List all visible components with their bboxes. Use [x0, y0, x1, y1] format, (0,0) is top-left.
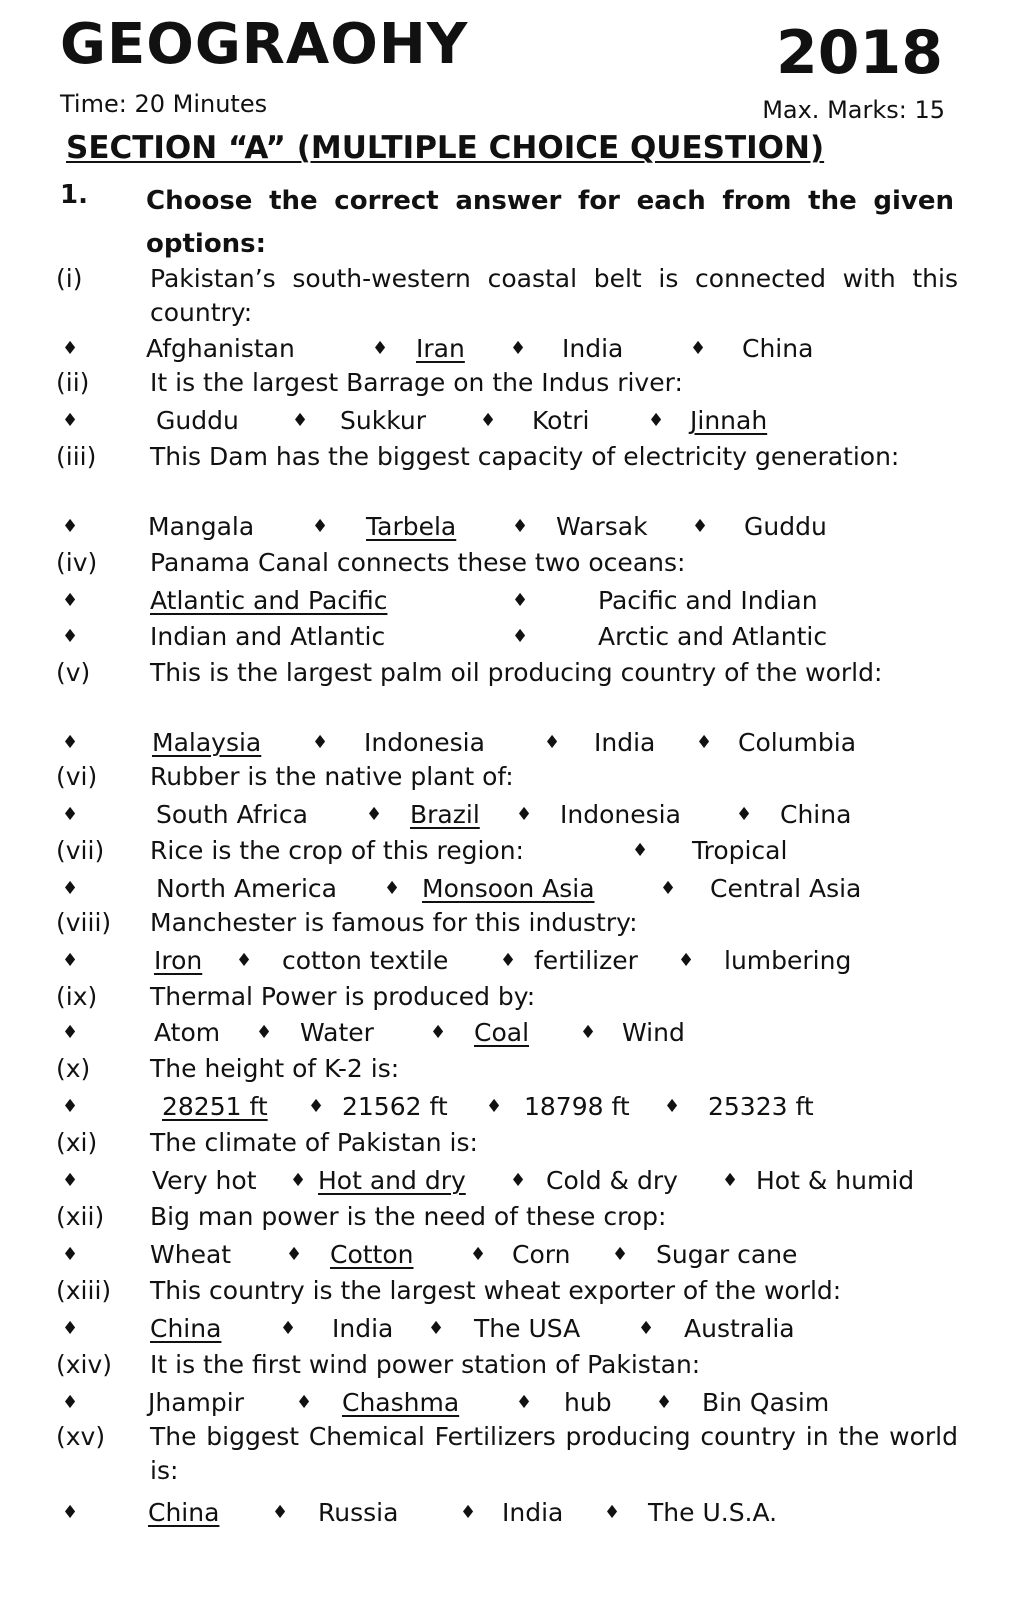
mcq-option: The USA [474, 1314, 581, 1343]
mcq-question-text: Big man power is the need of these crop: [150, 1202, 667, 1231]
mcq-question-text: This is the largest palm oil producing country of the world: [150, 658, 883, 687]
mcq-option: Warsak [556, 512, 648, 541]
diamond-bullet-icon: ♦ [736, 804, 753, 825]
mcq-number: (ii) [56, 368, 90, 397]
section-heading: SECTION “A” (MULTIPLE CHOICE QUESTION) [66, 130, 825, 166]
mcq-options-row [0, 1386, 1035, 1420]
mcq-question-text: It is the first wind power station of Pakistan: [150, 1350, 701, 1379]
mcq-number: (ix) [56, 982, 98, 1011]
mcq-option: Wind [622, 1018, 685, 1047]
mcq-option: Corn [512, 1240, 571, 1269]
diamond-bullet-icon: ♦ [292, 410, 309, 431]
mcq-option: Wheat [150, 1240, 232, 1269]
diamond-bullet-icon: ♦ [638, 1318, 655, 1339]
diamond-bullet-icon: ♦ [500, 950, 517, 971]
mcq-option: India [502, 1498, 564, 1527]
diamond-bullet-icon: ♦ [280, 1318, 297, 1339]
mcq-option-marked: Monsoon Asia [422, 874, 595, 903]
mcq-option: Hot & humid [756, 1166, 915, 1195]
mcq-options-row [0, 1016, 1035, 1050]
diamond-bullet-icon: ♦ [62, 1022, 79, 1043]
mcq-options-row [0, 1312, 1035, 1346]
mcq-question-text: This Dam has the biggest capacity of electricity generation: [150, 442, 900, 471]
diamond-bullet-icon: ♦ [664, 1096, 681, 1117]
mcq-option-marked: Atlantic and Pacific [150, 586, 388, 615]
diamond-bullet-icon: ♦ [286, 1244, 303, 1265]
mcq-option: Russia [318, 1498, 399, 1527]
mcq-question-text: It is the largest Barrage on the Indus river: [150, 368, 683, 397]
mcq-options-row [0, 584, 1035, 618]
mcq-options-row [0, 620, 1035, 654]
mcq-number: (vii) [56, 836, 105, 865]
mcq-options-row [0, 510, 1035, 544]
mcq-option: 18798 ft [524, 1092, 630, 1121]
mcq-option: Indonesia [364, 728, 485, 757]
mcq-option: India [594, 728, 656, 757]
mcq-options-row [0, 1496, 1035, 1530]
mcq-option-marked: Tarbela [366, 512, 457, 541]
mcq-option: Jhampir [148, 1388, 244, 1417]
paper-year: 2018 [776, 18, 943, 88]
diamond-bullet-icon: ♦ [722, 1170, 739, 1191]
diamond-bullet-icon: ♦ [486, 1096, 503, 1117]
diamond-bullet-icon: ♦ [512, 626, 529, 647]
diamond-bullet-icon: ♦ [470, 1244, 487, 1265]
mcq-option: Bin Qasim [702, 1388, 830, 1417]
mcq-options-row [0, 404, 1035, 438]
mcq-number: (xv) [56, 1422, 106, 1451]
diamond-bullet-icon: ♦ [460, 1502, 477, 1523]
diamond-bullet-icon: ♦ [604, 1502, 621, 1523]
diamond-bullet-icon: ♦ [516, 804, 533, 825]
mcq-option-marked: Brazil [410, 800, 480, 829]
mcq-number: (xi) [56, 1128, 98, 1157]
diamond-bullet-icon: ♦ [62, 1318, 79, 1339]
diamond-bullet-icon: ♦ [296, 1392, 313, 1413]
mcq-option: Afghanistan [146, 334, 295, 363]
mcq-number: (iii) [56, 442, 97, 471]
mcq-option-marked: China [148, 1498, 220, 1527]
mcq-option: India [332, 1314, 394, 1343]
diamond-bullet-icon: ♦ [62, 1096, 79, 1117]
diamond-bullet-icon: ♦ [612, 1244, 629, 1265]
mcq-question-text: Thermal Power is produced by: [150, 982, 536, 1011]
diamond-bullet-icon: ♦ [660, 878, 677, 899]
mcq-option: Cold & dry [546, 1166, 678, 1195]
diamond-bullet-icon: ♦ [372, 338, 389, 359]
mcq-option: China [780, 800, 852, 829]
diamond-bullet-icon: ♦ [290, 1170, 307, 1191]
diamond-bullet-icon: ♦ [678, 950, 695, 971]
mcq-option: Mangala [148, 512, 255, 541]
diamond-bullet-icon: ♦ [512, 516, 529, 537]
mcq-option: Guddu [156, 406, 239, 435]
mcq-question-text: This country is the largest wheat exporter of the world: [150, 1276, 842, 1305]
diamond-bullet-icon: ♦ [62, 1392, 79, 1413]
diamond-bullet-icon: ♦ [632, 840, 649, 861]
diamond-bullet-icon: ♦ [580, 1022, 597, 1043]
diamond-bullet-icon: ♦ [510, 1170, 527, 1191]
mcq-number: (iv) [56, 548, 98, 577]
diamond-bullet-icon: ♦ [384, 878, 401, 899]
diamond-bullet-icon: ♦ [62, 804, 79, 825]
diamond-bullet-icon: ♦ [430, 1022, 447, 1043]
mcq-option: cotton textile [282, 946, 449, 975]
diamond-bullet-icon: ♦ [62, 410, 79, 431]
diamond-bullet-icon: ♦ [308, 1096, 325, 1117]
mcq-option: hub [564, 1388, 612, 1417]
mcq-option-marked: China [150, 1314, 222, 1343]
mcq-option-marked: 28251 ft [162, 1092, 268, 1121]
diamond-bullet-icon: ♦ [544, 732, 561, 753]
mcq-option-marked: Chashma [342, 1388, 460, 1417]
diamond-bullet-icon: ♦ [366, 804, 383, 825]
diamond-bullet-icon: ♦ [480, 410, 497, 431]
mcq-option-marked: Cotton [330, 1240, 414, 1269]
mcq-option-marked: Hot and dry [318, 1166, 466, 1195]
mcq-options-row [0, 834, 1035, 868]
mcq-options-row [0, 1238, 1035, 1272]
diamond-bullet-icon: ♦ [62, 1244, 79, 1265]
mcq-number: (v) [56, 658, 91, 687]
mcq-question-text: The climate of Pakistan is: [150, 1128, 478, 1157]
mcq-number: (x) [56, 1054, 91, 1083]
mcq-option: Very hot [152, 1166, 257, 1195]
diamond-bullet-icon: ♦ [62, 516, 79, 537]
diamond-bullet-icon: ♦ [692, 516, 709, 537]
time-allowed: Time: 20 Minutes [60, 90, 268, 118]
mcq-option-marked: Malaysia [152, 728, 262, 757]
mcq-option: lumbering [724, 946, 852, 975]
mcq-option: Pacific and Indian [598, 586, 818, 615]
mcq-option-marked: Coal [474, 1018, 530, 1047]
diamond-bullet-icon: ♦ [510, 338, 527, 359]
mcq-option: 25323 ft [708, 1092, 814, 1121]
mcq-number: (xiii) [56, 1276, 112, 1305]
question-number: 1. [60, 180, 88, 210]
diamond-bullet-icon: ♦ [696, 732, 713, 753]
mcq-option: Kotri [532, 406, 590, 435]
mcq-number: (i) [56, 264, 83, 293]
mcq-option: Indian and Atlantic [150, 622, 386, 651]
mcq-options-row [0, 798, 1035, 832]
mcq-question-text: Panama Canal connects these two oceans: [150, 548, 686, 577]
mcq-option: Guddu [744, 512, 827, 541]
mcq-question-text: Pakistan’s south-western coastal belt is connected with this country: [150, 264, 958, 327]
question-instruction: Choose the correct answer for each from the given options: [146, 186, 954, 259]
diamond-bullet-icon: ♦ [62, 732, 79, 753]
mcq-options-row [0, 1164, 1035, 1198]
mcq-options-row [0, 944, 1035, 978]
mcq-option: North America [156, 874, 337, 903]
mcq-number: (xii) [56, 1202, 105, 1231]
mcq-option: Central Asia [710, 874, 862, 903]
diamond-bullet-icon: ♦ [512, 590, 529, 611]
mcq-option: The U.S.A. [648, 1498, 778, 1527]
mcq-option: Sugar cane [656, 1240, 798, 1269]
mcq-number: (viii) [56, 908, 112, 937]
mcq-options-row [0, 1090, 1035, 1124]
mcq-option: China [742, 334, 814, 363]
mcq-option: Sukkur [340, 406, 427, 435]
diamond-bullet-icon: ♦ [62, 338, 79, 359]
mcq-option: Atom [154, 1018, 221, 1047]
mcq-question-text: The height of K-2 is: [150, 1054, 400, 1083]
mcq-option-marked: Jinnah [690, 406, 768, 435]
diamond-bullet-icon: ♦ [62, 1502, 79, 1523]
mcq-option: South Africa [156, 800, 308, 829]
mcq-option: fertilizer [534, 946, 638, 975]
mcq-question-text: Rice is the crop of this region: [150, 836, 524, 865]
diamond-bullet-icon: ♦ [656, 1392, 673, 1413]
mcq-number: (vi) [56, 762, 98, 791]
diamond-bullet-icon: ♦ [256, 1022, 273, 1043]
mcq-number: (xiv) [56, 1350, 113, 1379]
diamond-bullet-icon: ♦ [62, 590, 79, 611]
mcq-option: Arctic and Atlantic [598, 622, 828, 651]
mcq-option-marked: Iron [154, 946, 203, 975]
max-marks: Max. Marks: 15 [762, 96, 945, 124]
mcq-option: Australia [684, 1314, 795, 1343]
diamond-bullet-icon: ♦ [312, 516, 329, 537]
diamond-bullet-icon: ♦ [62, 950, 79, 971]
diamond-bullet-icon: ♦ [62, 878, 79, 899]
paper-title: GEOGRAOHY [60, 12, 469, 77]
diamond-bullet-icon: ♦ [428, 1318, 445, 1339]
mcq-options-row [0, 332, 1035, 366]
mcq-options-row [0, 726, 1035, 760]
diamond-bullet-icon: ♦ [62, 626, 79, 647]
mcq-option: Tropical [692, 836, 788, 865]
diamond-bullet-icon: ♦ [62, 1170, 79, 1191]
diamond-bullet-icon: ♦ [272, 1502, 289, 1523]
diamond-bullet-icon: ♦ [516, 1392, 533, 1413]
mcq-question-text: Rubber is the native plant of: [150, 762, 514, 791]
diamond-bullet-icon: ♦ [690, 338, 707, 359]
mcq-question-text: The biggest Chemical Fertilizers producing country in the world is: [150, 1422, 958, 1485]
diamond-bullet-icon: ♦ [236, 950, 253, 971]
mcq-option: India [562, 334, 624, 363]
mcq-option: Indonesia [560, 800, 681, 829]
diamond-bullet-icon: ♦ [312, 732, 329, 753]
mcq-option: Columbia [738, 728, 857, 757]
mcq-option: 21562 ft [342, 1092, 448, 1121]
mcq-option: Water [300, 1018, 374, 1047]
mcq-options-row [0, 872, 1035, 906]
mcq-question-text: Manchester is famous for this industry: [150, 908, 638, 937]
mcq-option-marked: Iran [416, 334, 465, 363]
diamond-bullet-icon: ♦ [648, 410, 665, 431]
